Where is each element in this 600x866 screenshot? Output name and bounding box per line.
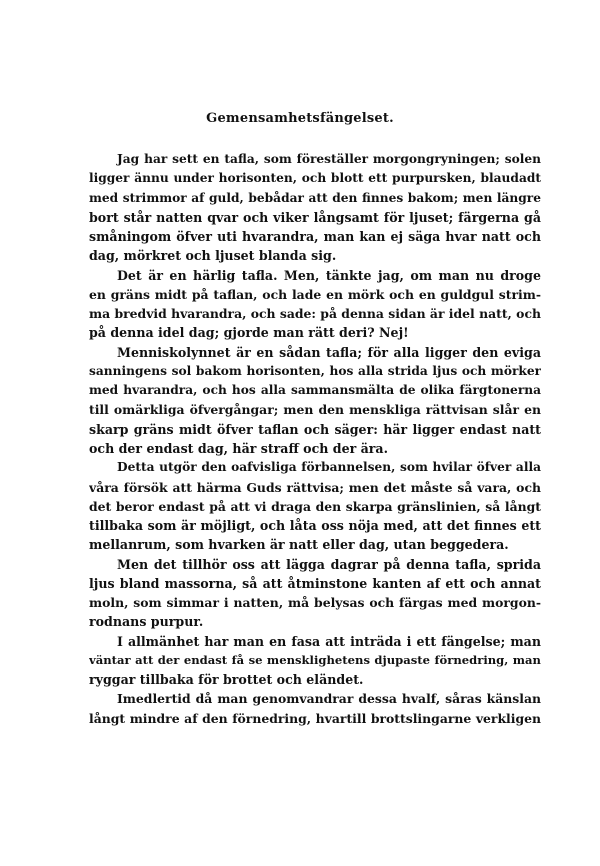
text-line: till omärkliga öfvergångar; men den menskliga rättvisan slår en [89,402,541,418]
text-line: Det är en härlig tafla. Men, tänkte jag, om man nu droge [117,267,541,283]
text-line: en gräns midt på taflan, och lade en mörk och en guldgul strim- [89,286,541,302]
text-line: dag, mörkret och ljuset blanda sig. [89,248,337,264]
text-line: Men det tillhör oss att lägga dagrar på denna tafla, sprida [117,556,541,572]
text-line: skarp gräns midt öfver taflan och säger: här ligger endast natt [89,421,541,437]
text-line: moln, som simmar i natten, må belysas och färgas med morgon- [89,595,541,611]
text-line: Menniskolynnet är en sådan tafla; för alla ligger den eviga [117,344,541,360]
text-line: ligger ännu under horisonten, och blott ett purpursken, blaudadt [89,171,541,186]
text-line: och der endast dag, här straff och der ära. [89,440,388,456]
text-line: Jag har sett en tafla, som föreställer morgongryningen; solen [117,152,541,166]
text-line: väntar att der endast få se mensklighetens djupaste förnedring, man [89,652,541,667]
text-line: ryggar tillbaka för brottet och eländet. [89,672,364,688]
text-line: sanningens sol bakom horisonten, hos alla strida ljus och mörker [89,363,541,378]
text-line: långt mindre af den förnedring, hvartill brottslingarne verkligen [89,710,541,726]
text-line: småningom öfver uti hvarandra, man kan ej säga hvar natt och [89,229,541,245]
body-text [89,150,541,728]
text-line: tillbaka som är möjligt, och låta oss nöja med, att det finnes ett [89,518,541,534]
page-title: Gemensamhetsfängelset. [206,111,394,126]
text-line: med strimmor af guld, bebådar att den finnes bakom; men längre [89,190,541,205]
text-line: ma bredvid hvarandra, och sade: på denna sidan är idel natt, och [89,306,541,322]
text-line: det beror endast på att vi draga den skarpa gränslinien, så långt [89,498,541,514]
text-line: våra försök att härma Guds rättvisa; men det måste så vara, och [89,479,541,495]
text-line: mellanrum, som hvarken är natt eller dag, utan beggedera. [89,537,509,553]
text-line: bort står natten qvar och viker långsamt för ljuset; färgerna gå [89,209,541,225]
text-line: ljus bland massorna, så att åtminstone kanten af ett och annat [89,575,541,591]
text-line: med hvarandra, och hos alla sammansmälta de olika färgtonerna [89,383,541,398]
text-line: Imedlertid då man genomvandrar dessa hvalf, såras känslan [117,691,541,707]
text-line: på denna idel dag; gjorde man rätt deri? Nej! [89,325,409,341]
text-line: I allmänhet har man en fasa att inträda i ett fängelse; man [117,633,541,649]
text-line: Detta utgör den oafvisliga förbannelsen, som hvilar öfver alla [117,460,541,475]
text-line: rodnans purpur. [89,614,204,630]
